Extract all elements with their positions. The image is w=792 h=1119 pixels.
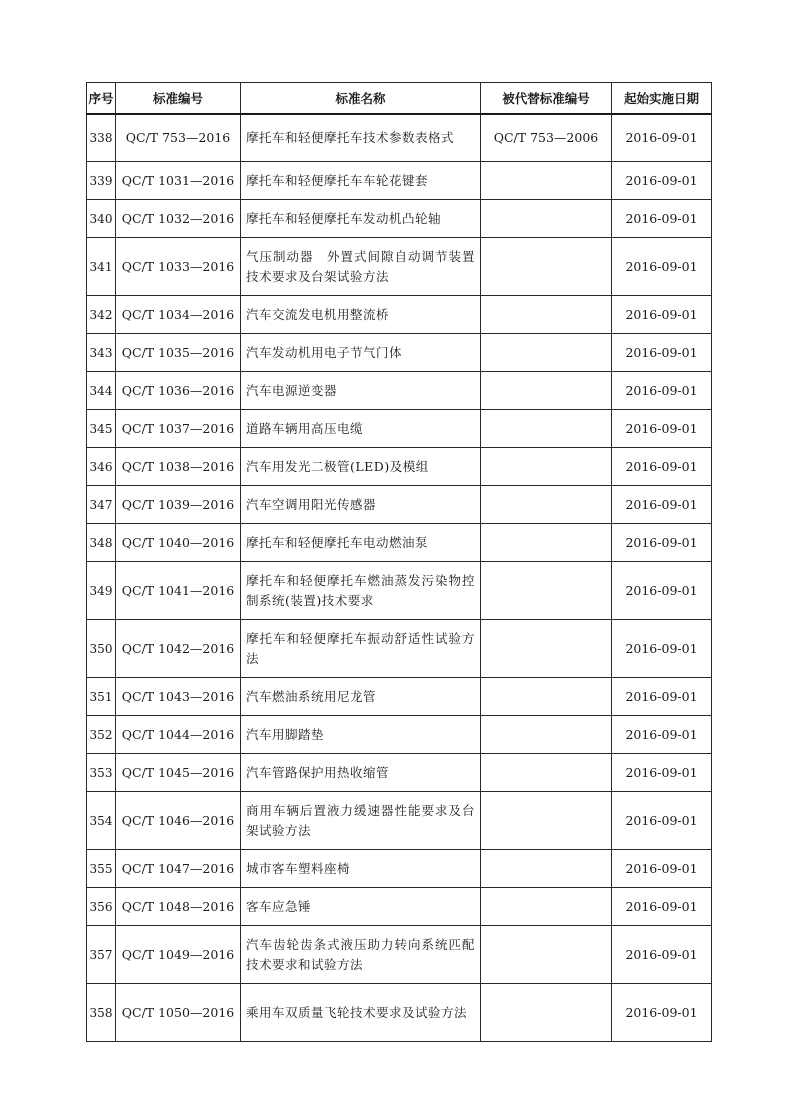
replaced-standard (481, 562, 612, 620)
header-row (87, 83, 712, 114)
serial-number: 350 (87, 620, 116, 678)
table-row (87, 620, 712, 678)
standard-code: QC/T 1036—2016 (116, 372, 241, 410)
replaced-standard (481, 524, 612, 562)
replaced-standard (481, 716, 612, 754)
serial-number: 343 (87, 334, 116, 372)
standard-code: QC/T 1046—2016 (116, 792, 241, 850)
standard-name: 摩托车和轻便摩托车发动机凸轮轴 (241, 200, 481, 238)
standard-name: 汽车管路保护用热收缩管 (241, 754, 481, 792)
serial-number: 353 (87, 754, 116, 792)
standard-code: QC/T 1048—2016 (116, 888, 241, 926)
serial-number: 348 (87, 524, 116, 562)
serial-number: 358 (87, 984, 116, 1042)
table-row (87, 524, 712, 562)
table-row (87, 888, 712, 926)
effective-date: 2016-09-01 (612, 486, 712, 524)
standard-code: QC/T 1035—2016 (116, 334, 241, 372)
effective-date: 2016-09-01 (612, 200, 712, 238)
header-standard-code: 标准编号 (116, 83, 241, 114)
table-body (87, 114, 712, 1042)
table-row (87, 372, 712, 410)
replaced-standard (481, 620, 612, 678)
standard-name: 乘用车双质量飞轮技术要求及试验方法 (241, 984, 481, 1042)
standards-table (86, 82, 712, 1042)
header-replaced-standard: 被代替标准编号 (481, 83, 612, 114)
header-standard-name: 标准名称 (241, 83, 481, 114)
table-row (87, 448, 712, 486)
standard-name: 汽车交流发电机用整流桥 (241, 296, 481, 334)
serial-number: 355 (87, 850, 116, 888)
table-row (87, 114, 712, 162)
standard-name: 道路车辆用高压电缆 (241, 410, 481, 448)
standard-name: 汽车燃油系统用尼龙管 (241, 678, 481, 716)
standard-name: 汽车用发光二极管(LED)及模组 (241, 448, 481, 486)
replaced-standard (481, 372, 612, 410)
effective-date: 2016-09-01 (612, 114, 712, 162)
effective-date: 2016-09-01 (612, 926, 712, 984)
serial-number: 342 (87, 296, 116, 334)
table-row (87, 486, 712, 524)
replaced-standard: QC/T 753—2006 (481, 114, 612, 162)
header-serial-number: 序号 (87, 83, 116, 114)
table-row (87, 238, 712, 296)
standard-code: QC/T 1038—2016 (116, 448, 241, 486)
standard-code: QC/T 1049—2016 (116, 926, 241, 984)
replaced-standard (481, 448, 612, 486)
effective-date: 2016-09-01 (612, 562, 712, 620)
effective-date: 2016-09-01 (612, 162, 712, 200)
standard-code: QC/T 753—2016 (116, 114, 241, 162)
table-row (87, 200, 712, 238)
standard-name: 城市客车塑料座椅 (241, 850, 481, 888)
standard-name: 客车应急锤 (241, 888, 481, 926)
standard-code: QC/T 1042—2016 (116, 620, 241, 678)
standard-code: QC/T 1032—2016 (116, 200, 241, 238)
serial-number: 349 (87, 562, 116, 620)
serial-number: 354 (87, 792, 116, 850)
effective-date: 2016-09-01 (612, 448, 712, 486)
standard-name: 气压制动器 外置式间隙自动调节装置技术要求及台架试验方法 (241, 238, 481, 296)
replaced-standard (481, 926, 612, 984)
effective-date: 2016-09-01 (612, 850, 712, 888)
standard-name: 汽车空调用阳光传感器 (241, 486, 481, 524)
replaced-standard (481, 200, 612, 238)
standard-code: QC/T 1033—2016 (116, 238, 241, 296)
replaced-standard (481, 678, 612, 716)
standard-name: 摩托车和轻便摩托车电动燃油泵 (241, 524, 481, 562)
table-header (87, 83, 712, 114)
replaced-standard (481, 792, 612, 850)
standard-code: QC/T 1031—2016 (116, 162, 241, 200)
table-row (87, 850, 712, 888)
effective-date: 2016-09-01 (612, 620, 712, 678)
effective-date: 2016-09-01 (612, 372, 712, 410)
table-row (87, 296, 712, 334)
effective-date: 2016-09-01 (612, 296, 712, 334)
standard-name: 摩托车和轻便摩托车技术参数表格式 (241, 114, 481, 162)
effective-date: 2016-09-01 (612, 410, 712, 448)
effective-date: 2016-09-01 (612, 678, 712, 716)
standard-code: QC/T 1043—2016 (116, 678, 241, 716)
effective-date: 2016-09-01 (612, 754, 712, 792)
replaced-standard (481, 754, 612, 792)
serial-number: 340 (87, 200, 116, 238)
table-row (87, 334, 712, 372)
replaced-standard (481, 984, 612, 1042)
effective-date: 2016-09-01 (612, 238, 712, 296)
standard-code: QC/T 1045—2016 (116, 754, 241, 792)
table-row (87, 792, 712, 850)
table-row (87, 984, 712, 1042)
standard-name: 摩托车和轻便摩托车车轮花键套 (241, 162, 481, 200)
effective-date: 2016-09-01 (612, 792, 712, 850)
standard-name: 商用车辆后置液力缓速器性能要求及台架试验方法 (241, 792, 481, 850)
standard-code: QC/T 1034—2016 (116, 296, 241, 334)
serial-number: 356 (87, 888, 116, 926)
serial-number: 352 (87, 716, 116, 754)
table-row (87, 562, 712, 620)
serial-number: 346 (87, 448, 116, 486)
replaced-standard (481, 162, 612, 200)
replaced-standard (481, 486, 612, 524)
effective-date: 2016-09-01 (612, 716, 712, 754)
effective-date: 2016-09-01 (612, 984, 712, 1042)
table-row (87, 162, 712, 200)
replaced-standard (481, 850, 612, 888)
standard-code: QC/T 1040—2016 (116, 524, 241, 562)
effective-date: 2016-09-01 (612, 334, 712, 372)
effective-date: 2016-09-01 (612, 524, 712, 562)
replaced-standard (481, 888, 612, 926)
serial-number: 339 (87, 162, 116, 200)
standard-name: 摩托车和轻便摩托车燃油蒸发污染物控制系统(装置)技术要求 (241, 562, 481, 620)
replaced-standard (481, 238, 612, 296)
serial-number: 357 (87, 926, 116, 984)
serial-number: 341 (87, 238, 116, 296)
serial-number: 347 (87, 486, 116, 524)
standard-code: QC/T 1047—2016 (116, 850, 241, 888)
table-row (87, 410, 712, 448)
serial-number: 345 (87, 410, 116, 448)
replaced-standard (481, 334, 612, 372)
serial-number: 351 (87, 678, 116, 716)
table-row (87, 926, 712, 984)
standard-code: QC/T 1041—2016 (116, 562, 241, 620)
table-row (87, 678, 712, 716)
standard-name: 汽车用脚踏垫 (241, 716, 481, 754)
replaced-standard (481, 410, 612, 448)
standard-code: QC/T 1037—2016 (116, 410, 241, 448)
standard-code: QC/T 1039—2016 (116, 486, 241, 524)
standard-name: 汽车电源逆变器 (241, 372, 481, 410)
table-row (87, 754, 712, 792)
standard-code: QC/T 1050—2016 (116, 984, 241, 1042)
serial-number: 338 (87, 114, 116, 162)
standard-code: QC/T 1044—2016 (116, 716, 241, 754)
replaced-standard (481, 296, 612, 334)
table-row (87, 716, 712, 754)
standard-name: 摩托车和轻便摩托车振动舒适性试验方法 (241, 620, 481, 678)
serial-number: 344 (87, 372, 116, 410)
effective-date: 2016-09-01 (612, 888, 712, 926)
header-effective-date: 起始实施日期 (612, 83, 712, 114)
standard-name: 汽车发动机用电子节气门体 (241, 334, 481, 372)
standard-name: 汽车齿轮齿条式液压助力转向系统匹配技术要求和试验方法 (241, 926, 481, 984)
